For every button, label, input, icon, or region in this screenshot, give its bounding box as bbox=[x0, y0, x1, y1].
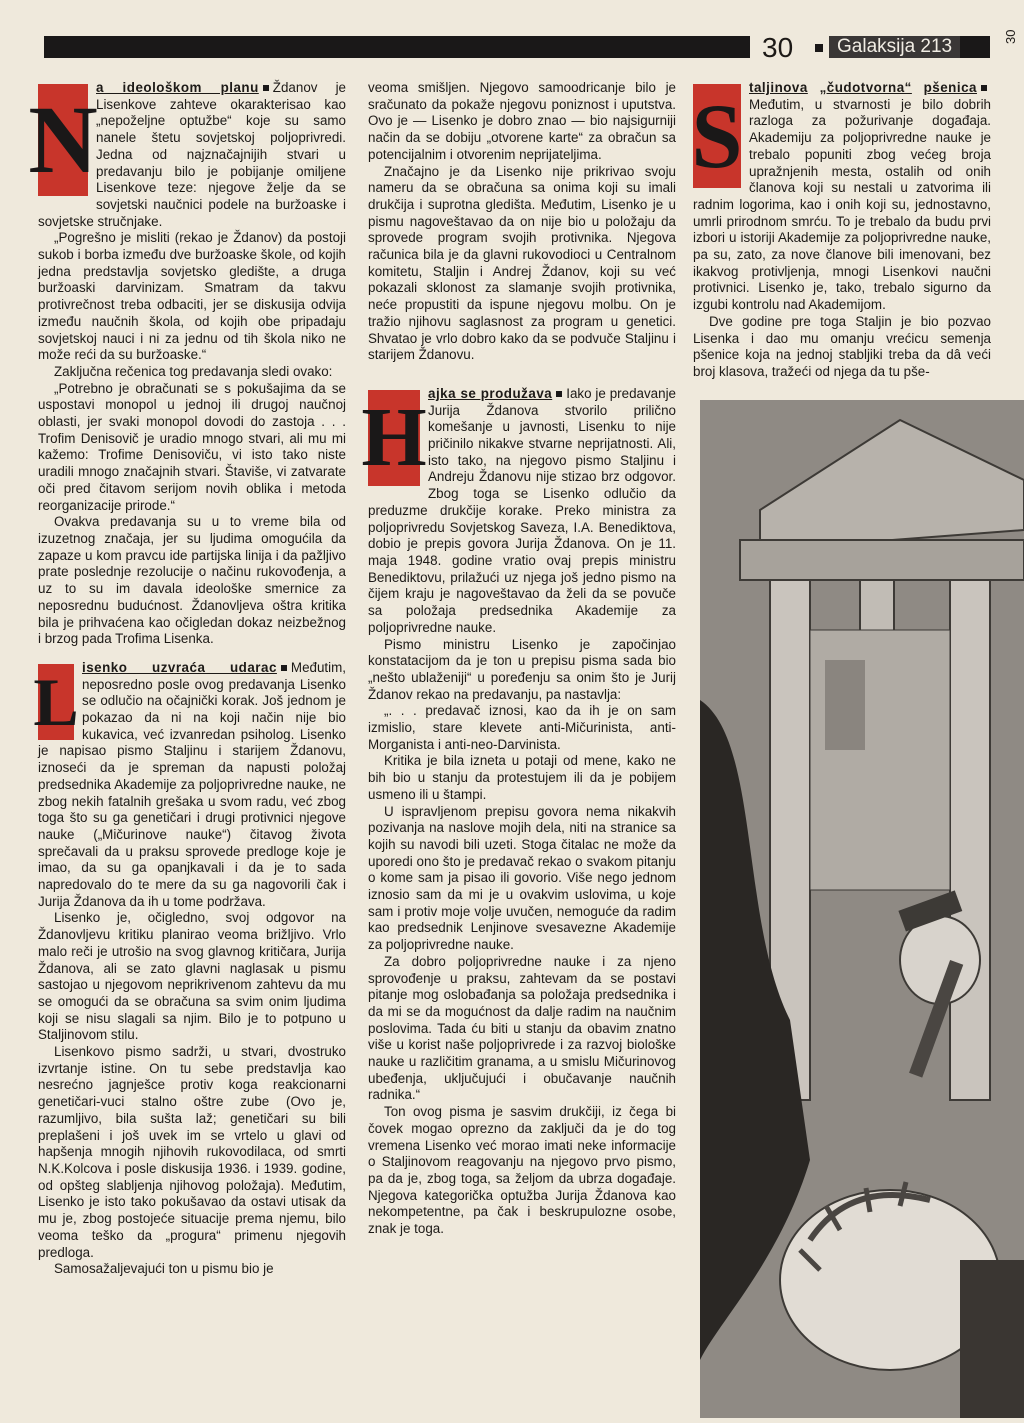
paragraph: Međutim, neposredno posle ovog predavanja Lisenko se odlučio na očajnički korak. Još jednom je pokazao da ni na koji način nije bio kukavica, već izvanredan psiholog. Lisenko je napisao pismo Staljinu i starijem Ždanovu, iznoseći da je spreman da napusti položaj predsednika Akademije za poljoprivredne nauke, ne zbog nekih fatalnih grešaka u svom radu, već zbog toga što su ga genetičari i drugi protivnici njegove nauke („Mičurinove nauke“) čitavog života sprečavali da u praksu sprovede predloge koje je imao, da su ga opanjkavali i da je to sada napredovalo do te mere da su ga nagovorili čak i Jurija Ždanova da ih u tome podržava. bbox=[38, 659, 346, 909]
column-2 bbox=[361, 80, 676, 1238]
paragraph: Samosažaljevajući ton u pismu bio je bbox=[54, 1261, 274, 1277]
paragraph: „Pogrešno je misliti (rekao je Ždanov) da postoji sukob i borba između dve buržoaske škole, od kojih jedna predstavlja sovjetsko gledište, a druga buržoaski darvinizam. Smatram da takvu protivrečnost treba odbaciti, jer se diskusija odvija između naučnih škola, od kojih obe pripadaju sovjetskoj nauci i ni za jednu od tih škola niko ne može reći da su buržoaske.“ bbox=[38, 230, 346, 363]
paragraph: „Potrebno je obračunati se s pokušajima da se uspostavi monopol u jednoj ili drugoj naučnoj oblasti, jer svaki monopol dovodi do zastoja . . . Trofim Denisovič je uradio mnogo stvari, ali mu mi kažemo: Trofime Denisoviču, vi isto tako niste uradili mnogo značajnih stvari. Štaviše, vi zatvarate oči pred čitavom serijom novih oblika i metoda reorganizacije prirode.“ bbox=[38, 380, 346, 513]
magazine-label: Galaksija 213 bbox=[829, 36, 960, 58]
section-4-heading: „čudotvorna“ bbox=[819, 80, 912, 95]
dropcap-l: L bbox=[33, 663, 79, 740]
dropcap-s: S bbox=[691, 84, 743, 187]
paragraph: Pismo ministru Lisenko je započinjao konstatacijom da je ton u prepisu pisma sada bio „nešto ublaženiji“ u poređenju sa onim što je Jurij Ždanov rekao na predavanju, pa nastavlja: bbox=[368, 636, 676, 702]
section-4-heading: taljinova bbox=[749, 80, 808, 95]
illustration-drawing bbox=[700, 400, 1024, 1418]
section-3-heading: ajka se produžava bbox=[428, 385, 553, 401]
paragraph: Ždanov je Lisenkove zahteve okarakterisao kao „nepoželjne optužbe“ koje su samo nanele štetu sovjetskoj poljoprivredi. Jedna od najznačajnijih stvari u predavanju bilo je pobijanje omiljene Lisenkove teze: njegove želje da se sovjetski naučnici podele na buržoaske i sovjetske stručnjake. bbox=[38, 80, 346, 229]
quote: Za dobro poljoprivredne nauke i za njeno sprovođenje u praksu, zahtevam da se postavi pitanje mog oslobađanja sa položaja predsednika i da mi se da mogućnost da dalje radim na naučnim poslovima. Tada ću biti u stanju da obavim znatno više u korist naše poljoprivrede i za razvoj biološke nauke u različitim granama, a u smislu Mičurinovog ubeđenja, uključujući i obučavanje naučnih radnika.“ bbox=[368, 953, 676, 1103]
quote: „. . . predavač iznosi, kao da ih je on sam izmislio, stare klevete anti-Mičurinista, anti-Morganista i anti-neo-Darvinista. bbox=[368, 703, 676, 752]
paragraph: Ton ovog pisma je sasvim drukčiji, iz čega bi čovek mogao oprezno da zaključi da je do tog vremena Lisenko već morao imati neke informacije o Staljinovom reagovanju na njegovo prvo pismo, pa da je, zbog toga, sa željom da ubrza događaje. Njegova kategorička optužba Jurija Ždanova kao nekompetentne, pa čak i beskrupulozne osobe, znak je toga. bbox=[368, 1104, 676, 1237]
quote: Kritika je bila izneta u potaji od mene, kako ne bih bio u stanju da protestujem ili da je pobijem usmeno ili u štampi. bbox=[368, 753, 676, 802]
paragraph: Lisenkovo pismo sadrži, u stvari, dvostruko izvrtanje istine. On tu sebe predstavlja kao nesrećno jagnješce protiv koga reakcionarni genetičari-vuci stalno oštre zube (Ovo je, razumljivo, bila sušta laž; genetičari su bili preplašeni i još uvek im se vrtelo u glavi od hapšenja mnogih njihovih rukovodilaca, od smrti N.K.Kolcova i posle diskusija 1936. i 1939. godine, od opšteg slabljenja njihovog položaja). Međutim, Lisenko je isto tako pokušavao da ostavi utisak da mu je, zbog postojeće situacije prema njemu, bilo veoma teško da „progura“ primenu njegovih predloga. bbox=[38, 1044, 346, 1260]
bullet-icon bbox=[263, 85, 269, 91]
quote: U ispravljenom prepisu govora nema nikakvih pozivanja na naslove mojih dela, niti na stranice sa kojih su navodi bili uzeti. Stoga čitalac ne može da uporedi ono što je predavač rekao o svakom pitanju o kome sam ja pisao ili govorio. Više nego jednom iznosio sam da mi je u ovakvim uslovima, u koje sam i protiv moje volje uvučen, nemoguće da radim kao predsednik Lenjinove svesavezne Akademije za poljoprivredne nauke. bbox=[368, 803, 676, 953]
bullet-icon bbox=[981, 85, 987, 91]
paragraph: Ovakva predavanja su u to vreme bila od izuzetnog značaja, jer su ljudima omogućila da zapaze u kom pravcu ide partijska linija i da pažljivo prate poslednje rezolucije o načinu rukovođenja, a uz to su im davala ideološke smernice za neposrednu budućnost. Ždanovljeva oštra kritika bila je prihvaćena kao očigledan dokaz neizbežnog i brzog pada Trofima Lisenka. bbox=[38, 514, 346, 647]
column-1 bbox=[28, 80, 346, 1278]
section-1-heading: a ideološkom planu bbox=[96, 80, 259, 95]
bullet-icon bbox=[556, 391, 562, 397]
paragraph: Međutim, u stvarnosti je bilo dobrih razloga za požurivanje događaja. Akademiju za poljoprivredne nauke je trebalo popuniti zbog većeg broja upražnjenih mesta, ostalih od onih članova koji su nestali u zatvorima ili radnim logorima, kao i onih koji su, jednostavno, umrli prirodnom smrću. To je trebalo da budu prvi izbori u istoriji Akademije za poljoprivredne nauke, pa su, zato, za nove članove bili imenovani, bez ikakvog protivljenja, mnogi Lisenkovi naučni protivnici. Lisenko je, tako, trebalo sigurno da izgubi kontrolu nad Akademijom. bbox=[693, 96, 991, 313]
section-2-heading: isenko uzvraća udarac bbox=[82, 659, 277, 675]
paragraph: veoma smišljen. Njegovo samoodricanje bilo je sračunato da pokaže njegovu poniznost i uputstva. Ovo je — Lisenko je dobro znao — bio najsigurniji način da se dobiju „otvorene karte“ za obračun sa potencijalnim i otvorenim neprijateljima. bbox=[368, 80, 676, 162]
dropcap-h: H bbox=[368, 390, 420, 486]
illustration bbox=[700, 400, 1024, 1418]
dropcap-n: N bbox=[38, 84, 88, 196]
page-number: 30 bbox=[762, 32, 794, 63]
paragraph: Zaključna rečenica tog predavanja sledi ovako: bbox=[54, 363, 333, 379]
paragraph: Lisenko je, očigledno, svoj odgovor na Ždanovljevu kritiku planirao veoma brižljivo. Vrlo malo reči je utrošio na svog glavnog kritičara, Jurija Ždanova, ali se zato glavni naglasak u pismu sastojao u njegovom neprikrivenom zahtevu da mu se omogući da se obračuna sa svim onim ljudima koji se nisu slagali sa njim. Bilo je to potpuno u Staljinovom stilu. bbox=[38, 910, 346, 1043]
header-bar-end bbox=[960, 36, 990, 58]
section-4-heading: pšenica bbox=[923, 80, 977, 95]
header-square-icon bbox=[815, 44, 823, 52]
paragraph: Značajno je da Lisenko nije prikrivao svoju nameru da se obračuna sa onima koji su imali drukčija i suprotna gledišta. Međutim, Lisenko je u pismu nagoveštavao da on nije bio u položaju da sprovede program svojih protivnika. Njegova računica bila je da glavni rukovodioci u Centralnom komitetu, Staljin i Andrej Ždanov, koji su već pokazali sklonost za slamanje svojih protivnika, neće propustiti da ispune njegovu molbu. On je tražio njihovu saglasnost za program u genetici. Shvatao je vrlo dobro kako da se podvuče Staljinu i starijem Ždanovu. bbox=[368, 163, 676, 363]
side-page-number: 30 bbox=[1003, 29, 1018, 44]
paragraph: Dve godine pre toga Staljin je bio pozvao Lisenka i dao mu omanju vrećicu semenja pšenice koja na jednoj stabljiki treba da dâ veći broj klasova, tražeći od njega da tu pše- bbox=[693, 313, 991, 379]
header-bar bbox=[44, 36, 750, 58]
bullet-icon bbox=[281, 665, 287, 671]
paragraph: Iako je predavanje Jurija Ždanova stvorilo prilično komešanje u javnosti, Lisenku to nije pričinilo nikakve stvarne neprijatnosti. Ali, isto tako, na njegovo pismo Staljinu i Andreju Ždanovu nije stizao brz odgovor. Zbog toga se Lisenko odlučio da preduzme drukčije korake. Preko ministra za poljoprivredu Sovjetskog Saveza, I.A. Benediktova, dobio je prepis govora Jurija Ždanova. On je 11. maja 1948. godine vratio ovaj prepis ministru Benediktovu, prilažući uz njega još jedno pismo na čijem kraju je nagoveštavao da želi da se povuče sa položaja predsednika Akademije za poljoprivredne nauke. bbox=[368, 385, 676, 635]
column-3 bbox=[693, 80, 991, 381]
section-2-intro bbox=[33, 659, 346, 911]
